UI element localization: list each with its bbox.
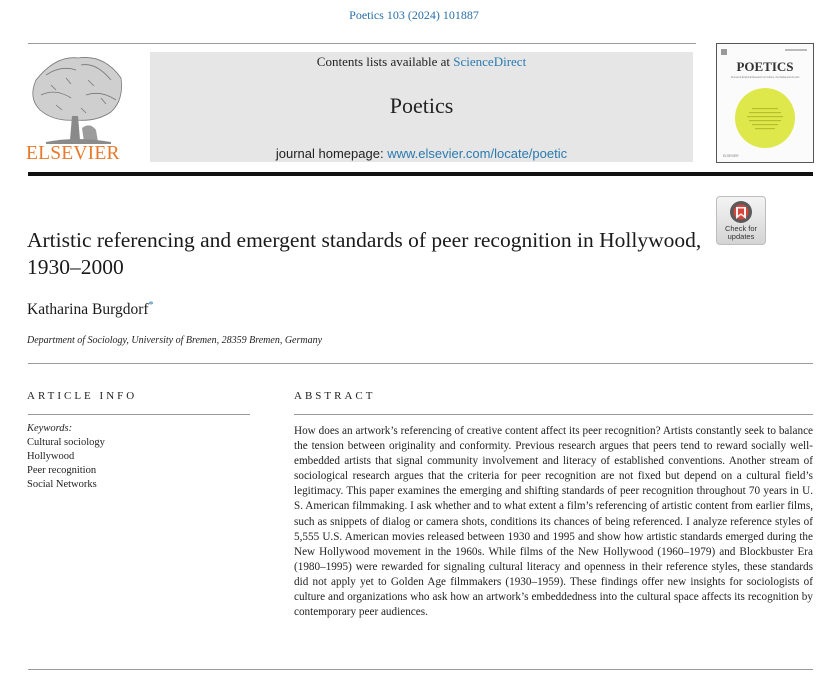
author-name[interactable]: Katharina Burgdorf xyxy=(27,301,149,319)
journal-cover-thumbnail[interactable] xyxy=(716,43,814,163)
check-line-1: Check for xyxy=(724,224,758,233)
contents-line xyxy=(150,54,693,70)
homepage-prefix: journal homepage: xyxy=(275,146,388,161)
abstract-rule xyxy=(294,414,813,415)
keywords-label: Keywords: xyxy=(27,423,73,434)
author-line xyxy=(27,300,154,319)
journal-masthead xyxy=(150,52,693,162)
article-title: Artistic referencing and emergent standards of peer recognition in Hollywood, 1930–2000 xyxy=(27,228,702,279)
bottom-divider xyxy=(28,669,813,670)
cover-publisher: ELSEVIER xyxy=(723,154,739,158)
top-divider xyxy=(28,43,696,44)
sciencedirect-link[interactable]: ScienceDirect xyxy=(453,54,527,69)
cover-subtitle: Journal of Empirical Research on Culture, the Media and the Arts xyxy=(730,76,800,79)
article-info-rule xyxy=(28,414,250,415)
journal-citation[interactable]: Poetics 103 (2024) 101887 xyxy=(349,8,479,22)
abstract-heading: ABSTRACT xyxy=(294,390,376,402)
affiliation-divider xyxy=(28,363,813,364)
crossmark-icon xyxy=(729,200,753,224)
article-info-heading: ARTICLE INFO xyxy=(27,390,138,402)
header-thick-rule xyxy=(28,172,813,176)
journal-cover-image xyxy=(717,44,813,162)
abstract-text: How does an artwork’s referencing of creative content affect its peer recognition? Artists constantly seek to balance the tension between originality and conformity. Previous research argues that peers tend to reward socially well-embedded artists that signal community involvement and literacy of established conventions. Another stream of sociological research argues that the criteria for peer recognition are not fixed but depend on a cultural field’s legitimacy. This paper examines the emerging and shifting standards of peer recognition throughout 70 years in U. S. American filmmaking. I ask whether and to what extent a film’s referencing of artistic content from earlier films, such as snippets of dialog or camera shots, conditions its chances of being referenced. I analyze reference styles of 5,555 U.S. American movies released between 1930 and 1995 and show how artistic standards emerged during the New Hollywood movement in the 1960s. While films of the New Hollywood (1960–1979) and Blockbuster Era (1980–1995) were rewarded for signaling cultural literacy and openness in their reference styles, these standards did not apply yet to Golden Age filmmakers (1930–1959). These findings offer new insights for sociologists of culture and organizations who ask how an artwork’s embeddedness into the cultural space affects its recognition by contemporary peer audiences. xyxy=(294,425,813,619)
check-line-2: updates xyxy=(727,232,755,241)
cover-circle xyxy=(735,88,795,148)
keyword-item: Hollywood xyxy=(27,451,75,462)
homepage-link[interactable]: www.elsevier.com/locate/poetic xyxy=(387,146,568,161)
author-affiliation: Department of Sociology, University of Bremen, 28359 Bremen, Germany xyxy=(27,335,323,346)
check-for-updates-label xyxy=(717,225,765,241)
keyword-item: Peer recognition xyxy=(27,465,97,476)
keyword-item: Social Networks xyxy=(27,479,97,490)
cover-title: POETICS xyxy=(736,59,794,74)
journal-title: Poetics xyxy=(389,93,454,118)
contents-prefix: Contents lists available at xyxy=(316,54,454,69)
keywords-block xyxy=(27,422,105,492)
keyword-item: Cultural sociology xyxy=(27,437,105,448)
elsevier-wordmark: ELSEVIER xyxy=(26,143,120,164)
check-for-updates-button[interactable] xyxy=(716,196,766,245)
homepage-line xyxy=(150,146,693,161)
corresponding-author-mark[interactable]: * xyxy=(148,300,154,311)
